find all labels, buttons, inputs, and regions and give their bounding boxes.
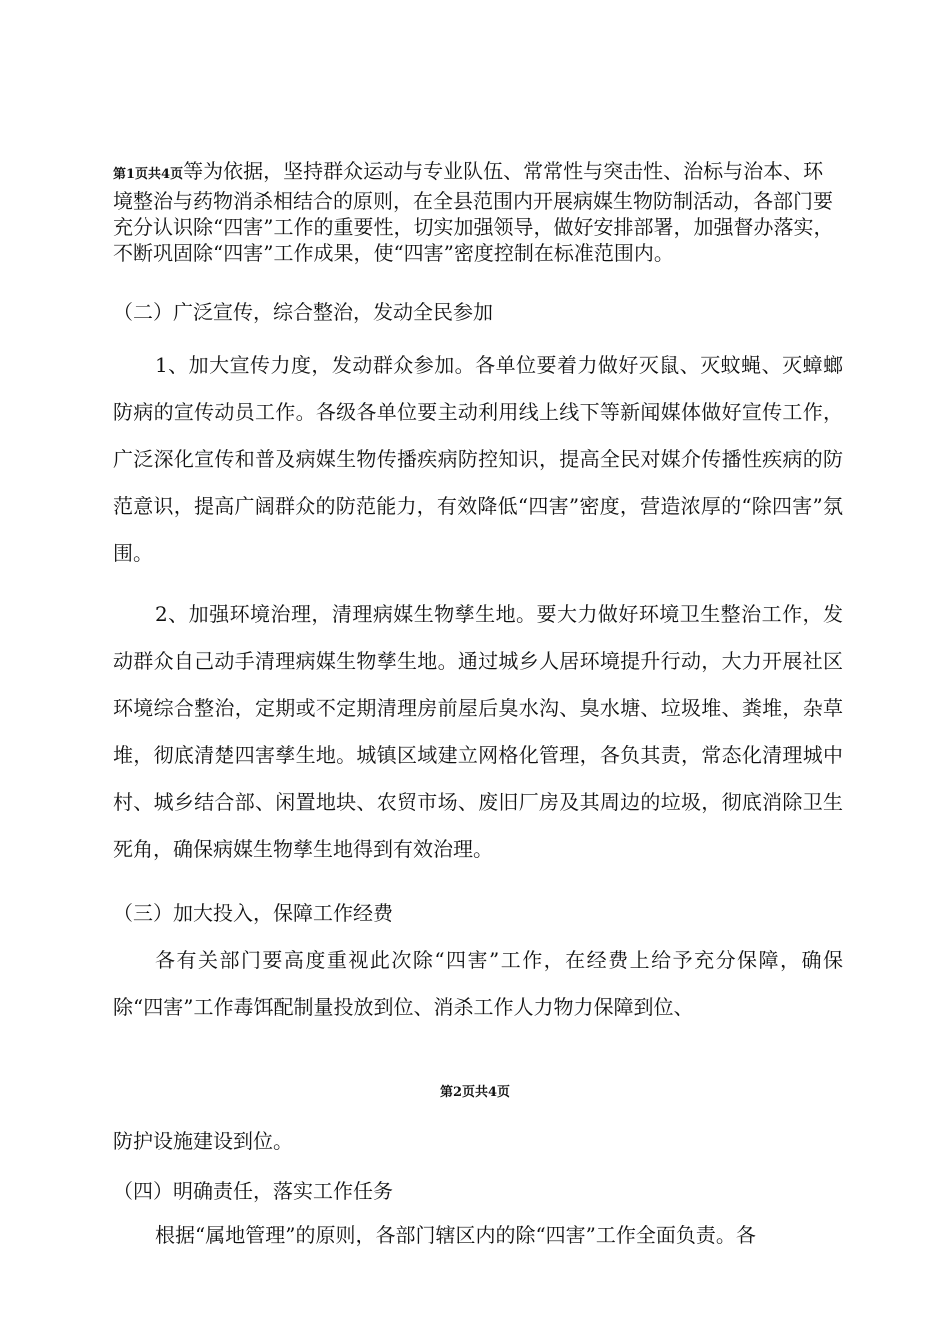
intro-text: 等为依据，坚持群众运动与专业队伍、常常性与突击性、治标与治本、环境整治与药物消杀相结合的原则，在全县范围内开展病媒生物防制活动，各部门要充分认识除“四害”工作的重要性，切实加强领导，做好安排部署，加强督办落实，不断巩固除“四害”工作成果，使“四害”密度控制在标准范围内。 — [113, 159, 834, 265]
section4-paragraph: 根据“属地管理”的原则，各部门辖区内的除“四害”工作全面负责。各 — [155, 1223, 756, 1247]
section2-heading: （二）广泛宣传，综合整治，发动全民参加 — [113, 300, 493, 324]
section2-paragraph-1: 1、加大宣传力度，发动群众参加。各单位要着力做好灭鼠、灭蚊蝇、灭蟑螂防病的宣传动员工作。各级各单位要主动利用线上线下等新闻媒体做好宣传工作，广泛深化宣传和普及病媒生物传播疾病防控知识，提高全民对媒介传播性疾病的防范意识，提高广阔群众的防范能力，有效降低“四害”密度，营造浓厚的“除四害”氛围。 — [113, 353, 843, 565]
section3-paragraph: 各有关部门要高度重视此次除“四害”工作，在经费上给予充分保障，确保除“四害”工作毒饵配制量投放到位、消杀工作人力物力保障到位、 — [113, 948, 843, 1019]
page2-continuation: 防护设施建设到位。 — [113, 1129, 293, 1153]
header-page-label: 第1页共4页 — [113, 167, 184, 182]
section4-heading: （四）明确责任，落实工作任务 — [113, 1179, 393, 1203]
page-footer: 第2页共4页 — [439, 1085, 511, 1100]
intro-paragraph — [113, 158, 843, 266]
section3-heading: （三）加大投入，保障工作经费 — [113, 901, 393, 925]
section2-paragraph-2: 2、加强环境治理，清理病媒生物孳生地。要大力做好环境卫生整治工作，发动群众自己动手清理病媒生物孳生地。通过城乡人居环境提升行动，大力开展社区环境综合整治，定期或不定期清理房前屋后臭水沟、臭水塘、垃圾堆、粪堆，杂草堆，彻底清楚四害孳生地。城镇区域建立网格化管理，各负其责，常态化清理城中村、城乡结合部、闲置地块、农贸市场、废旧厂房及其周边的垃圾，彻底消除卫生死角，确保病媒生物孳生地得到有效治理。 — [113, 602, 843, 861]
